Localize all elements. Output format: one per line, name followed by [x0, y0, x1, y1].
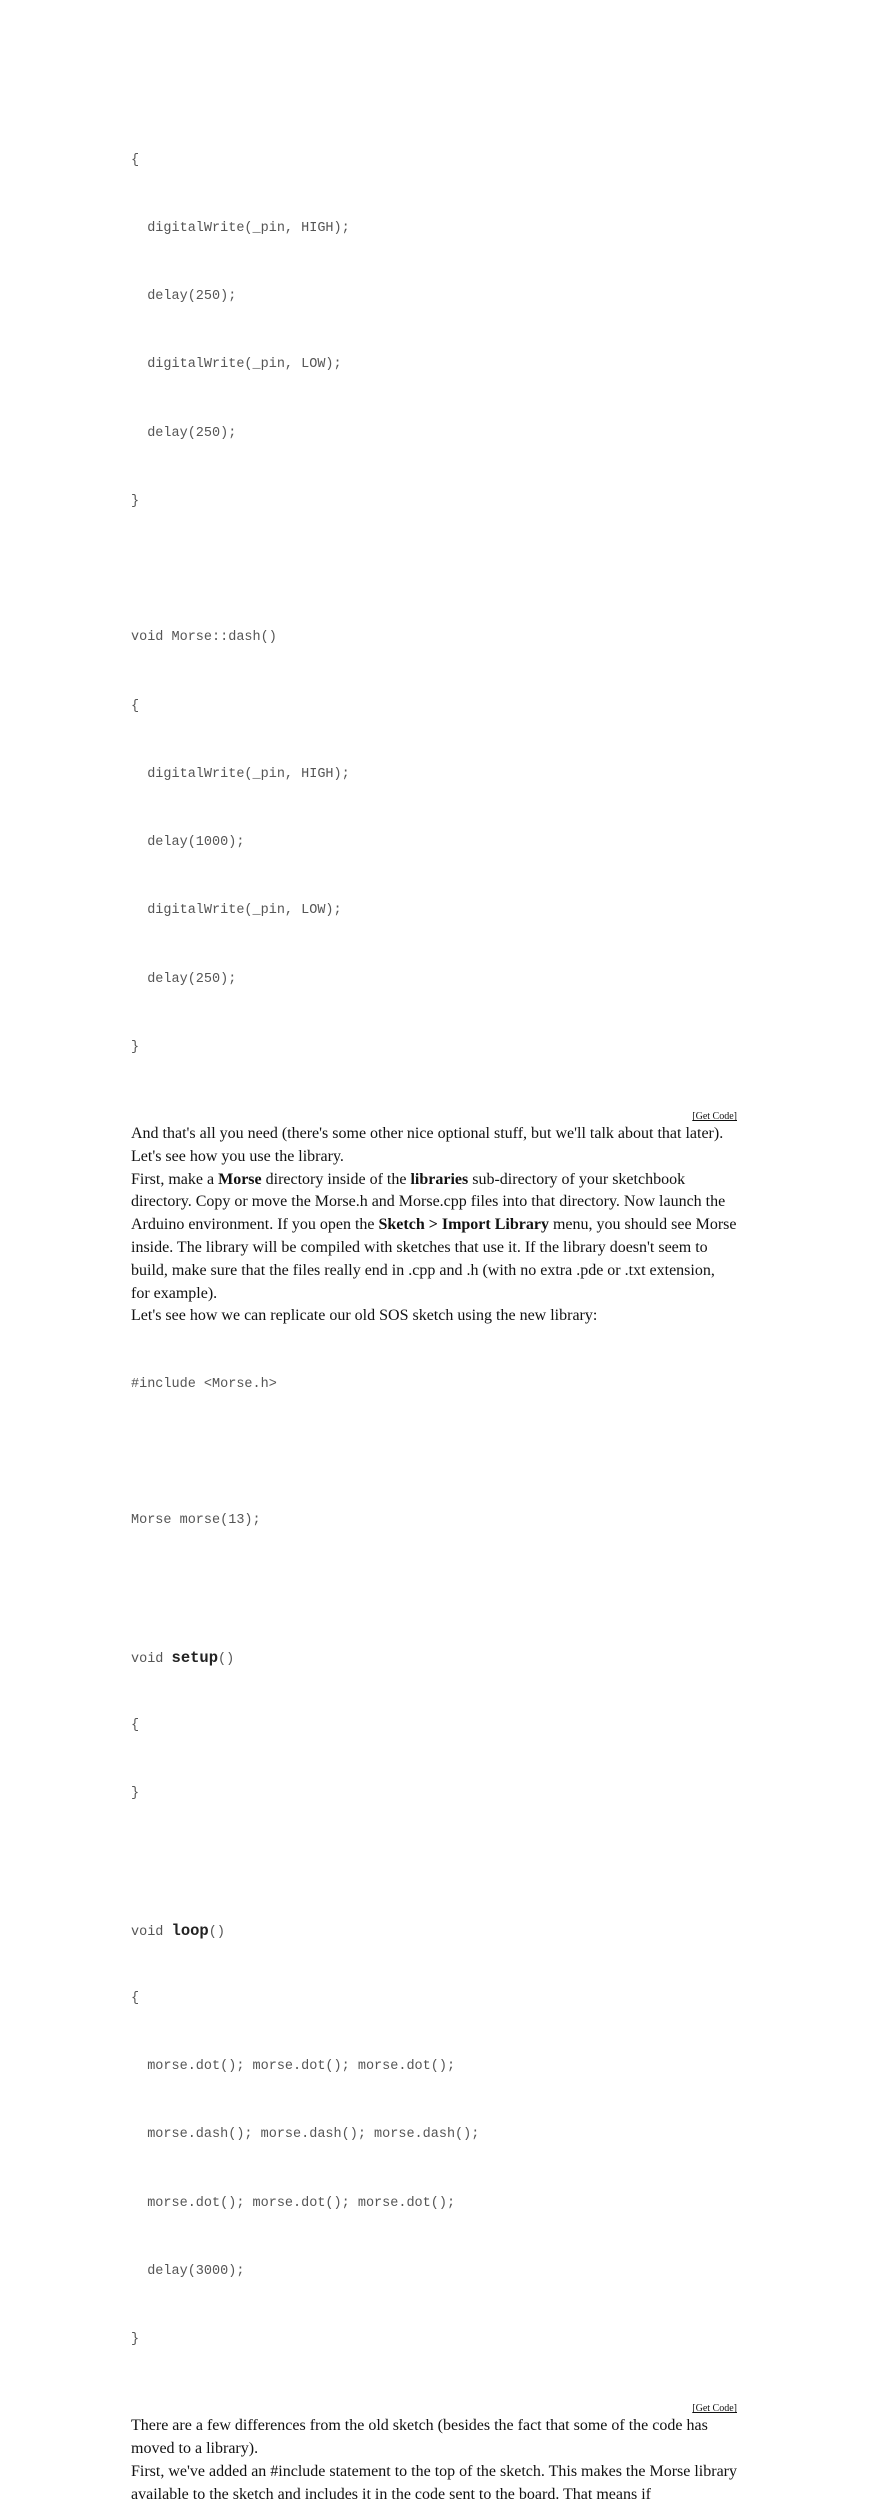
text-run: sub-directory of your sketchbook directory. Copy or move the Morse.h and Morse.cpp files into that directory. Now launch the Arduino environment. If you open the: [131, 1170, 726, 1234]
get-code-link[interactable]: [Get Code]: [692, 1111, 737, 1122]
keyword-void: void: [131, 1651, 172, 1667]
code-line: }: [131, 2332, 140, 2348]
bold-term-menu-path: Sketch > Import Library: [378, 1216, 549, 1234]
code-line-loop: [131, 1920, 737, 1943]
code-line: delay(1000);: [131, 835, 245, 850]
code-line: #include <Morse.h>: [131, 1376, 277, 1392]
bold-term-libraries: libraries: [410, 1170, 469, 1188]
code-line: [131, 559, 737, 582]
code-line: digitalWrite(_pin, LOW);: [131, 903, 342, 919]
code-line: digitalWrite(_pin, HIGH);: [131, 220, 350, 236]
code-block-sos-sketch: [131, 1328, 737, 2397]
keyword-void: void: [131, 1924, 172, 1940]
paragraph: Let's see how we can replicate our old SOS sketch using the new library:: [131, 1307, 598, 1325]
code-line-blank: [131, 1851, 737, 1874]
code-line: morse.dash(); morse.dash(); morse.dash();: [131, 2127, 480, 2143]
text-run: menu, you should see Morse inside. The library will be compiled with sketches that use it. If the library doesn't seem to build, make sure that the files really end in .cpp and .h (with no extra .pde or .txt extension, for example).: [131, 1216, 737, 1302]
code-line: morse.dot(); morse.dot(); morse.dot();: [131, 2195, 456, 2211]
code-block-morse-cpp: [131, 104, 737, 1105]
code-line-blank: [131, 1578, 737, 1601]
function-name-loop: loop: [171, 1921, 209, 1940]
code-line: delay(3000);: [131, 2263, 245, 2279]
code-line: }: [131, 1039, 140, 1055]
code-line: Morse morse(13);: [131, 1513, 261, 1529]
paragraph: And that's all you need (there's some other nice optional stuff, but we'll talk about that later). Let's see how you use the library.: [131, 1125, 724, 1165]
code-line: morse.dot(); morse.dot(); morse.dot();: [131, 2059, 456, 2075]
code-line: {: [131, 1717, 140, 1733]
code-line: void Morse::dash(): [131, 630, 277, 646]
code-line: delay(250);: [131, 971, 237, 987]
code-line: delay(250);: [131, 289, 237, 304]
get-code-row: [131, 1107, 737, 1123]
parens: (): [218, 1651, 235, 1667]
code-line: digitalWrite(_pin, LOW);: [131, 357, 342, 373]
bold-term-morse: Morse: [218, 1170, 262, 1188]
document-page: [131, 104, 737, 2507]
get-code-link[interactable]: [Get Code]: [692, 2403, 737, 2415]
paragraph-install-instructions: [131, 1169, 737, 1306]
code-line: delay(250);: [131, 425, 237, 441]
code-line: }: [131, 1786, 140, 1802]
text-run: First, make a: [131, 1170, 219, 1188]
get-code-row: [131, 2399, 737, 2415]
code-line: {: [131, 1990, 140, 2006]
function-name-setup: setup: [171, 1648, 219, 1667]
code-line: digitalWrite(_pin, HIGH);: [131, 766, 350, 782]
code-line: {: [131, 152, 140, 168]
paragraph: First, we've added an #include statement to the top of the sketch. This makes the Morse library available to the sketch and includes it in the code sent to the board. That means if: [131, 2463, 737, 2503]
code-line-blank: [131, 1442, 737, 1465]
paragraph: There are a few differences from the old sketch (besides the fact that some of the code has moved to a library).: [131, 2417, 708, 2458]
code-line: }: [131, 493, 140, 509]
code-line: {: [131, 698, 140, 714]
code-line-setup: [131, 1647, 737, 1670]
text-run: directory inside of the: [261, 1170, 411, 1188]
parens: (): [208, 1924, 225, 1940]
